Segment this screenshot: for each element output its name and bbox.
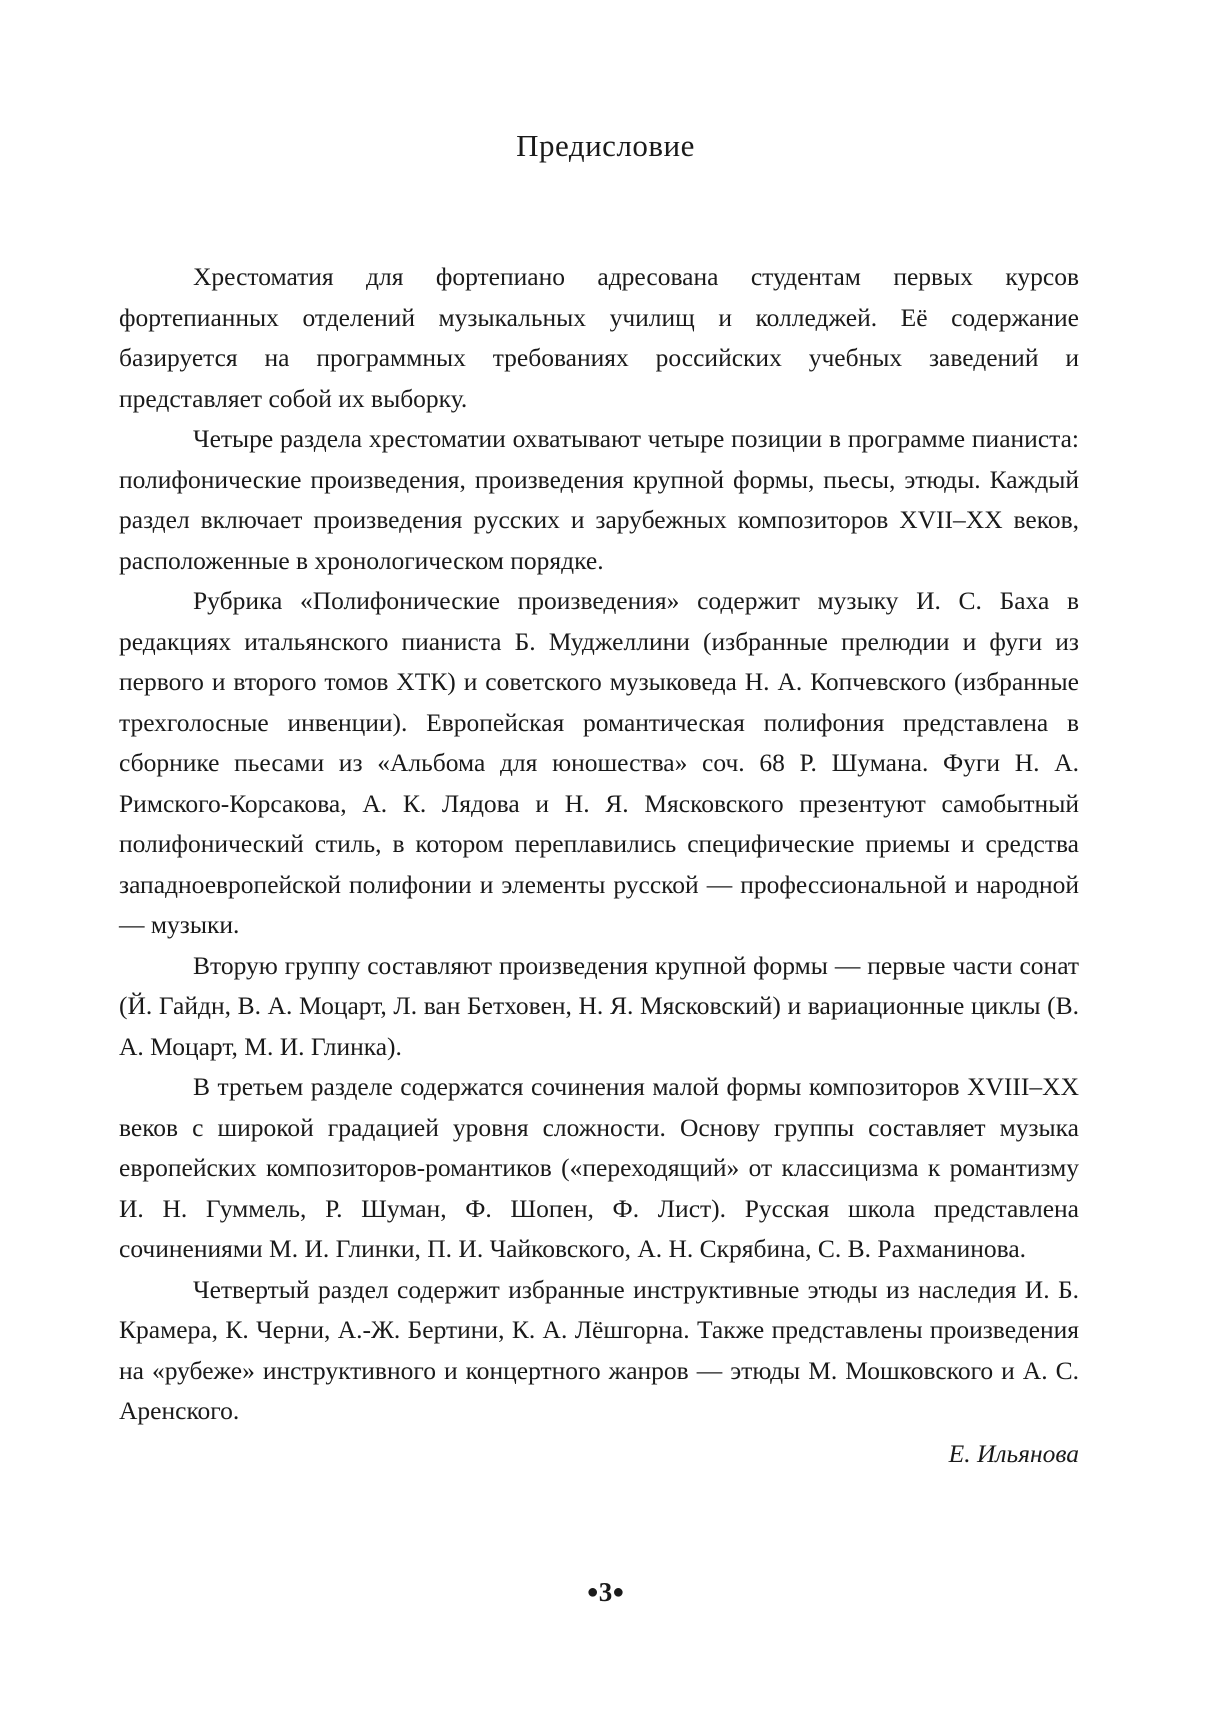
paragraph-polyphony: Рубрика «Полифонические произведения» содержит музыку И. С. Баха в редакциях итальянского пианиста Б. Муджеллини (избранные прелюдии и фуги из первого и второго томов ХТК) и советского музыковеда Н. А. Копчевского (избранные трехголосные инвенции). Европейская романтическая полифония представлена в сборнике пьесами из «Альбома для юношества» соч. 68 Р. Шумана. Фуги Н. А. Римского-Корсакова, А. К. Лядова и Н. Я. Мясковского презентуют самобытный полифонический стиль, в котором переплавились специфические приемы и средства западноевропейской полифонии и элементы русской — профессиональной и народной — музыки. <box>119 586 1079 939</box>
preface-body <box>119 257 1079 1474</box>
paragraph-sections: Четыре раздела хрестоматии охватывают четыре позиции в программе пианиста: полифонические произведения, произведения крупной формы, пьесы, этюды. Каждый раздел включает произведения русских и зарубежных композиторов XVII–XX веков, расположенные в хронологическом порядке. <box>119 424 1079 575</box>
page-title: Предисловие <box>516 128 695 163</box>
paragraph-large-form: Вторую группу составляют произведения крупной формы — первые части сонат (Й. Гайдн, В. А. Моцарт, Л. ван Бетховен, Н. Я. Мясковский) и вариационные циклы (В. А. Моцарт, М. И. Глинка). <box>119 950 1079 1061</box>
paragraph-etudes: Четвертый раздел содержит избранные инструктивные этюды из наследия И. Б. Крамера, К. Черни, А.-Ж. Бертини, К. А. Лёшгорна. Также представлены произведения на «рубеже» инструктивного и концертного жанров — этюды М. Мошковского и А. С. Аренского. <box>119 1274 1079 1425</box>
paragraph-small-form: В третьем разделе содержатся сочинения малой формы композиторов XVIII–XX веков с широкой градацией уровня сложности. Основу группы составляет музыка европейских композиторов-романтиков («переходящий» от классицизма к романтизму И. Н. Гуммель, Р. Шуман, Ф. Шопен, Ф. Лист). Русская школа представлена сочинениями М. И. Глинки, П. И. Чайковского, А. Н. Скрябина, С. В. Рахманинова. <box>119 1072 1079 1263</box>
author-signature: Е. Ильянова <box>948 1438 1079 1468</box>
paragraph-intro: Хрестоматия для фортепиано адресована студентам первых курсов фортепианных отделений музыкальных училищ и колледжей. Её содержание базируется на программных требованиях российских учебных заведений и представляет собой их выборку. <box>119 262 1079 413</box>
bullet-icon: ● <box>612 1581 625 1603</box>
bullet-icon: ● <box>586 1581 599 1603</box>
page-number <box>0 1577 1211 1608</box>
page-number-value: 3 <box>598 1577 613 1607</box>
